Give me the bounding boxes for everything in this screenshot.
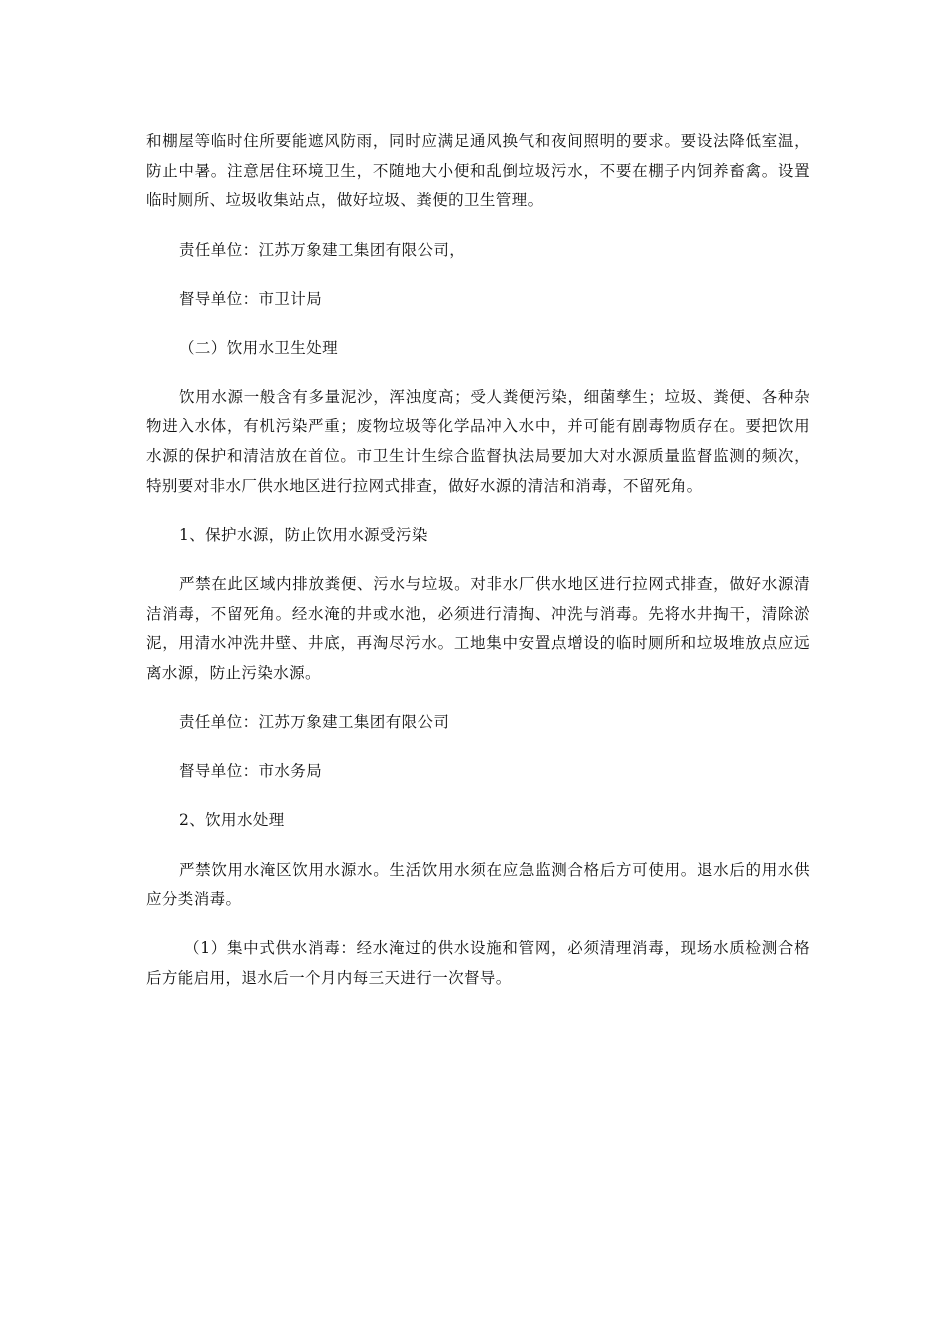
responsible-unit-line: 责任单位：江苏万象建工集团有限公司 — [179, 713, 450, 732]
paragraph-prohibit-discharge: 严禁在此区域内排放粪便、污水与垃圾。对非水厂供水地区进行拉网式排查，做好水源清洁消毒，不留死角。经水淹的井或水池，必须进行清掏、冲洗与消毒。先将水井掏干，清除淤泥，用清水冲洗井壁、井底，再淘尽污水。工地集中安置点增设的临时厕所和垃圾堆放点应远离水源，防止污染水源。 — [146, 575, 810, 683]
paragraph-living-conditions: 和棚屋等临时住所要能遮风防雨，同时应满足通风换气和夜间照明的要求。要设法降低室温，防止中暑。注意居住环境卫生，不随地大小便和乱倒垃圾污水，不要在棚子内饲养畜禽。设置临时厕所、垃圾收集站点，做好垃圾、粪便的卫生管理。 — [146, 132, 810, 210]
subheading-drinking-water-treatment: 2、饮用水处理 — [179, 811, 285, 830]
paragraph-centralized-disinfection: （1）集中式供水消毒：经水淹过的供水设施和管网，必须清理消毒，现场水质检测合格后方能启用，退水后一个月内每三天进行一次督导。 — [146, 939, 810, 988]
paragraph-prohibit-flooded-water: 严禁饮用水淹区饮用水源水。生活饮用水须在应急监测合格后方可使用。退水后的用水供应分类消毒。 — [146, 860, 810, 909]
supervising-unit-line: 督导单位：市水务局 — [179, 762, 323, 781]
section-heading-drinking-water: （二）饮用水卫生处理 — [179, 338, 339, 357]
supervising-unit-line: 督导单位：市卫计局 — [179, 289, 323, 308]
document-body — [146, 127, 810, 1013]
subheading-protect-water-source: 1、保护水源，防止饮用水源受污染 — [179, 525, 428, 544]
responsible-unit-line: 责任单位：江苏万象建工集团有限公司， — [179, 240, 466, 259]
paragraph-water-source: 饮用水源一般含有多量泥沙，浑浊度高；受人粪便污染，细菌孳生；垃圾、粪便、各种杂物进入水体，有机污染严重；废物垃圾等化学品冲入水中，并可能有剧毒物质存在。要把饮用水源的保护和清洁放在首位。市卫生计生综合监督执法局要加大对水源质量监督监测的频次，特别要对非水厂供水地区进行拉网式排查，做好水源的清洁和消毒，不留死角。 — [146, 387, 810, 495]
